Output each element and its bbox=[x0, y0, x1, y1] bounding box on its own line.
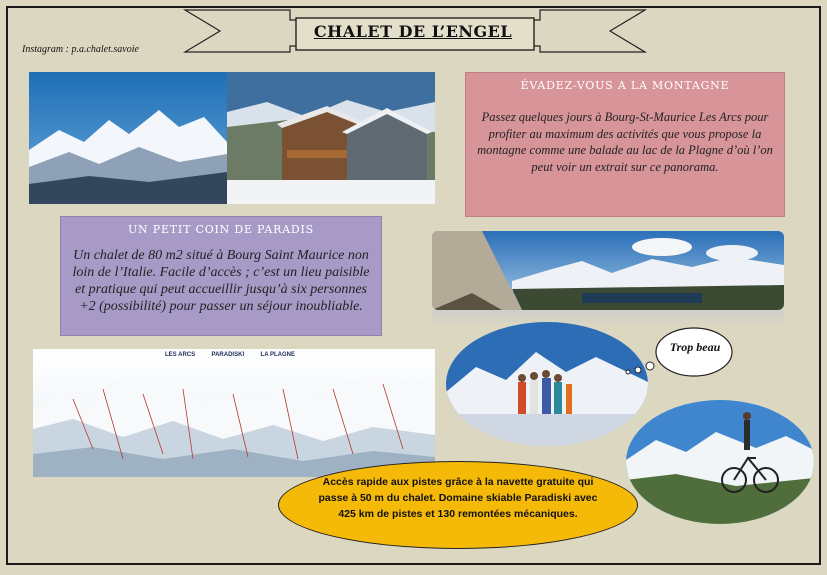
instagram-handle: Instagram : p.a.chalet.savoie bbox=[22, 44, 139, 55]
escape-text: Passez quelques jours à Bourg-St-Maurice Les Arcs pour profiter au maximum des activités que vous propose la montagne comme une balade au lac de la Plagne d’où l’on peut voir un extrait sur ce panorama. bbox=[477, 110, 773, 174]
paradise-text: Un chalet de 80 m2 situé à Bourg Saint Maurice non loin de l’Italie. Facile d’accès ; c’est un lieu paisible et pratique qui peut accueillir jusqu’à six personnes +2 (possibilité) pour passer un séjour inoubliable. bbox=[72, 248, 370, 314]
page-title: CHALET DE L’ENGEL bbox=[313, 22, 513, 41]
escape-heading: ÉVADEZ-VOUS A LA MONTAGNE bbox=[520, 79, 730, 92]
ski-map-logos bbox=[165, 352, 295, 358]
lake-panorama-photo bbox=[432, 231, 784, 310]
logo-paradiski: PARADISKI bbox=[211, 352, 245, 358]
logo-les-arcs: LES ARCS bbox=[165, 352, 196, 358]
paradise-box bbox=[60, 216, 382, 336]
bubble-text: Trop beau bbox=[669, 340, 721, 354]
logo-la-plagne: LA PLAGNE bbox=[260, 352, 295, 358]
mountain-bike-photo bbox=[626, 400, 814, 524]
chalet-photo bbox=[227, 72, 435, 204]
ski-area-map bbox=[33, 349, 435, 477]
paradise-heading: UN PETIT COIN DE PARADIS bbox=[127, 223, 315, 236]
access-info bbox=[278, 461, 638, 549]
access-text: Accès rapide aux pistes grâce à la navette gratuite qui passe à 50 m du chalet. Domaine skiable Paradiski avec 425 km de pistes et 130 remontées mécaniques. bbox=[318, 476, 598, 520]
mountain-photo bbox=[29, 72, 227, 204]
escape-box bbox=[465, 72, 785, 217]
